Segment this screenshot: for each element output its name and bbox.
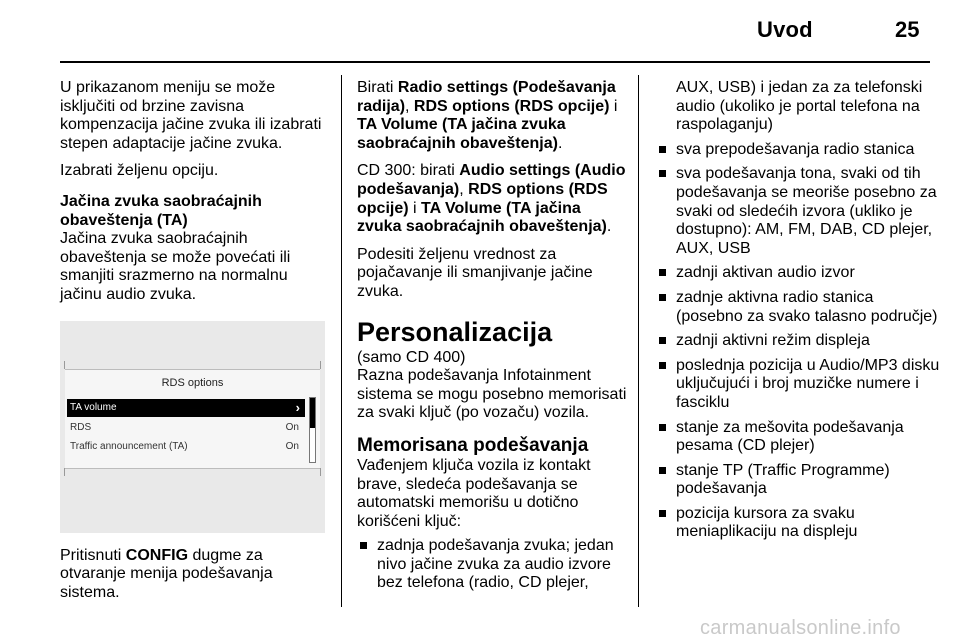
menu-term: RDS options (RDS opcije) [357, 180, 608, 217]
screen-scrollbar[interactable] [309, 397, 316, 463]
memorized-settings-list-start [357, 537, 627, 593]
memorized-settings-paragraph: Vađenjem ključa vozila iz kontakt brave, sledeća podešavanja se automatski memorišu u dotično korišćeni ključ: [357, 456, 591, 530]
config-button-name: CONFIG [125, 546, 189, 564]
column-2 [357, 79, 627, 599]
list-item: sva prepodešavanja radio stanica [656, 141, 940, 160]
list-item: stanje TP (Traffic Programme) podešavanja [656, 462, 940, 499]
column-3 [656, 79, 940, 548]
watermark: carmanualsonline.info [700, 617, 901, 639]
list-item: stanje za mešovita podešavanja pesama (CD plejer) [656, 419, 940, 456]
text: CD 300: birati [357, 162, 460, 180]
select-option-paragraph: Izabrati željenu opciju. [60, 162, 219, 180]
screen-right-tick-bottom [320, 468, 321, 476]
text: i [408, 199, 422, 217]
list-item: sva podešavanja tona, svaki od tih podešavanja se meoriše posebno za svaki od sledećih izvora (ukliko je dostupno): AM, FM, DAB, CD plejer, AUX, USB [656, 165, 940, 258]
config-paragraph [60, 547, 328, 603]
screen-row-rds[interactable] [67, 419, 305, 437]
text: . [606, 218, 612, 236]
menu-term: Audio settings (Audio podešavanja) [357, 162, 626, 198]
screen-left-tick-bottom [64, 468, 65, 476]
config-text-pre: Pritisnuti [60, 546, 126, 564]
menu-term: TA Volume (TA jačina zvuka saobraćajnih obaveštenja) [357, 116, 566, 152]
screen-scroll-thumb [310, 398, 315, 428]
list-item: pozicija kursora za svaku meniaplikaciju na displeju [656, 505, 940, 542]
list-item: AUX, USB) i jedan za za telefonski audio (ukoliko je portal telefona na raspolaganju) [676, 79, 923, 134]
personalization-subtitle: (samo CD 400) [357, 348, 466, 366]
text: , [459, 180, 469, 198]
list-item: zadnji aktivan audio izvor [656, 264, 940, 283]
text: Birati [357, 79, 398, 96]
menu-term: Radio settings (Podešavanja radija) [357, 79, 616, 115]
page-header-title: Uvod [757, 17, 813, 42]
personalization-heading: Personalizacija [357, 316, 553, 347]
list-item: zadnji aktivni režim displeja [656, 332, 940, 351]
memorized-settings-list-continued [656, 79, 940, 542]
list-item: zadnje aktivna radio stanica (posebno za svako talasno područje) [656, 289, 940, 326]
menu-term: RDS options (RDS opcije) [413, 97, 610, 115]
intro-paragraph: U prikazanom meniju se može isključiti od brzine zavisna kompenzacija jačine zvuka ili izabrati stepen adaptacije jačine zvuka. [60, 79, 322, 152]
personalization-paragraph: Razna podešavanja Infotainment sistema se mogu posebno memorisati za svaki ključ (po vozaču) vozila. [357, 367, 627, 422]
memorized-settings-heading: Memorisana podešavanja [357, 434, 589, 456]
text: i [609, 97, 618, 115]
screen-row-label: TA volume [70, 401, 117, 413]
screen-left-tick [64, 361, 65, 369]
screen-row-traffic-announcement[interactable] [67, 438, 305, 456]
screen-row-value: On [285, 421, 299, 433]
ta-volume-heading: Jačina zvuka saobraćajnih obaveštenja (TA) [60, 192, 262, 229]
chevron-right-icon: › [295, 399, 300, 415]
screen-display [65, 369, 320, 469]
list-item: poslednja pozicija u Audio/MP3 disku uključujući i broj muzičke numere i fasciklu [656, 357, 940, 413]
screen-right-tick [320, 361, 321, 369]
menu-term: TA Volume (TA jačina zvuka saobraćajnih obaveštenja) [357, 199, 607, 236]
screen-row-label: RDS [70, 421, 92, 433]
ta-volume-paragraph: Jačina zvuka saobraćajnih obaveštenja se može povećati ili smanjiti srazmerno na normalnu jačinu audio zvuka. [60, 230, 291, 303]
radio-settings-paragraph [357, 79, 627, 153]
screen-row-ta-volume[interactable] [67, 399, 305, 417]
screen-title: RDS options [161, 376, 224, 389]
column-divider-1 [341, 75, 342, 607]
config-text-post: dugme za otvaranje menija podešavanja sistema. [60, 546, 273, 601]
header-rule [60, 61, 930, 63]
column-1 [60, 79, 328, 611]
cd300-paragraph [357, 162, 627, 236]
screen-row-label: Traffic announcement (TA) [70, 440, 188, 452]
column-divider-2 [638, 75, 639, 607]
text: , [405, 97, 414, 115]
rds-options-screenshot [60, 321, 325, 533]
list-item: zadnja podešavanja zvuka; jedan nivo jačine zvuka za audio izvore bez telefona (radio, CD plejer, [357, 537, 627, 593]
text: . [557, 134, 563, 152]
adjust-value-paragraph: Podesiti željenu vrednost za pojačavanje ili smanjivanje jačine zvuka. [357, 245, 593, 300]
screen-row-value: On [285, 440, 299, 452]
page-number: 25 [895, 17, 920, 42]
